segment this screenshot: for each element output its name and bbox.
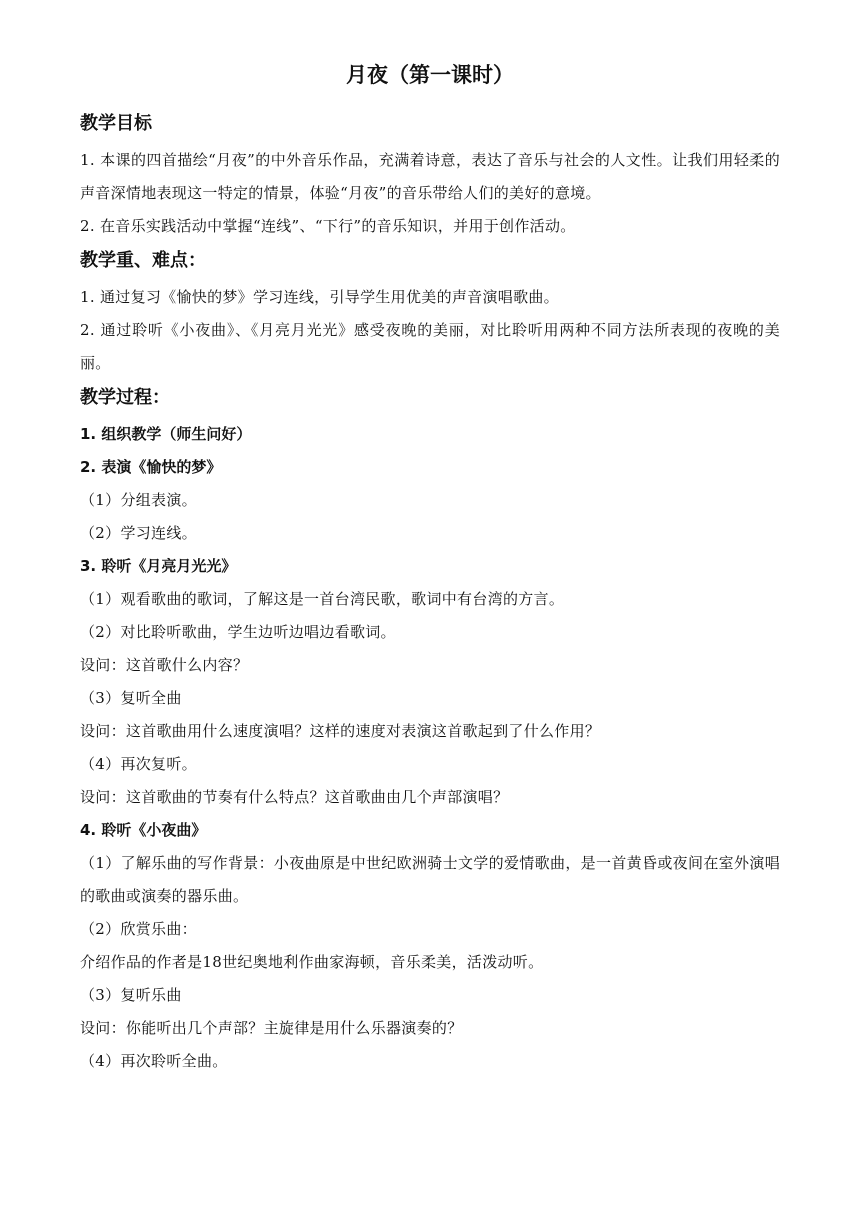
process-step-4-line-4: （3）复听乐曲 (80, 986, 182, 1004)
process-step-4-line-1: （1）了解乐曲的写作背景：小夜曲原是中世纪欧洲骑士文学的爱情歌曲，是一首黄昏或夜间在室外演唱的歌曲或演奏的器乐曲。 (80, 854, 780, 905)
key-point-item-1: 1. 通过复习《愉快的梦》学习连线，引导学生用优美的声音演唱歌曲。 (80, 288, 559, 306)
goal-item-1: 1. 本课的四首描绘“月夜”的中外音乐作品，充满着诗意，表达了音乐与社会的人文性。让我们用轻柔的声音深情地表现这一特定的情景，体验“月夜”的音乐带给人们的美好的意境。 (80, 151, 780, 202)
process-step-4-line-6: （4）再次聆听全曲。 (80, 1052, 228, 1070)
process-step-3-line-1: （1）观看歌曲的歌词，了解这是一首台湾民歌，歌词中有台湾的方言。 (80, 590, 565, 608)
process-step-4-line-3: 介绍作品的作者是18世纪奥地利作曲家海顿，音乐柔美，活泼动听。 (80, 953, 544, 971)
process-step-3-line-3: 设问：这首歌什么内容？ (80, 656, 249, 674)
process-step-3-line-2: （2）对比聆听歌曲，学生边听边唱边看歌词。 (80, 623, 396, 641)
process-step-3-line-5: 设问：这首歌曲用什么速度演唱？这样的速度对表演这首歌起到了什么作用？ (80, 722, 601, 740)
process-step-4-title: 4. 聆听《小夜曲》 (80, 821, 207, 839)
document-title: 月夜（第一课时） (346, 63, 514, 87)
process-step-3-line-4: （3）复听全曲 (80, 689, 182, 707)
process-step-1: 1. 组织教学（师生问好） (80, 425, 252, 443)
key-points-heading: 教学重、难点： (80, 250, 206, 271)
key-point-item-2: 2. 通过聆听《小夜曲》、《月亮月光光》感受夜晚的美丽，对比聆听用两种不同方法所表现的夜晚的美丽。 (80, 321, 780, 372)
process-step-2-title: 2. 表演《愉快的梦》 (80, 458, 222, 476)
document-page (80, 60, 780, 1078)
goals-heading: 教学目标 (80, 113, 152, 134)
process-step-2-line-1: （1）分组表演。 (80, 491, 197, 509)
process-step-3-title: 3. 聆听《月亮月光光》 (80, 557, 237, 575)
process-step-3-line-6: （4）再次复听。 (80, 755, 197, 773)
process-step-3-line-7: 设问：这首歌曲的节奏有什么特点？这首歌曲由几个声部演唱？ (80, 788, 509, 806)
goal-item-2: 2. 在音乐实践活动中掌握“连线”、“下行”的音乐知识，并用于创作活动。 (80, 217, 576, 235)
process-step-4-line-5: 设问：你能听出几个声部？主旋律是用什么乐器演奏的？ (80, 1019, 463, 1037)
process-heading: 教学过程： (80, 387, 170, 408)
process-step-2-line-2: （2）学习连线。 (80, 524, 197, 542)
process-step-4-line-2: （2）欣赏乐曲： (80, 920, 197, 938)
